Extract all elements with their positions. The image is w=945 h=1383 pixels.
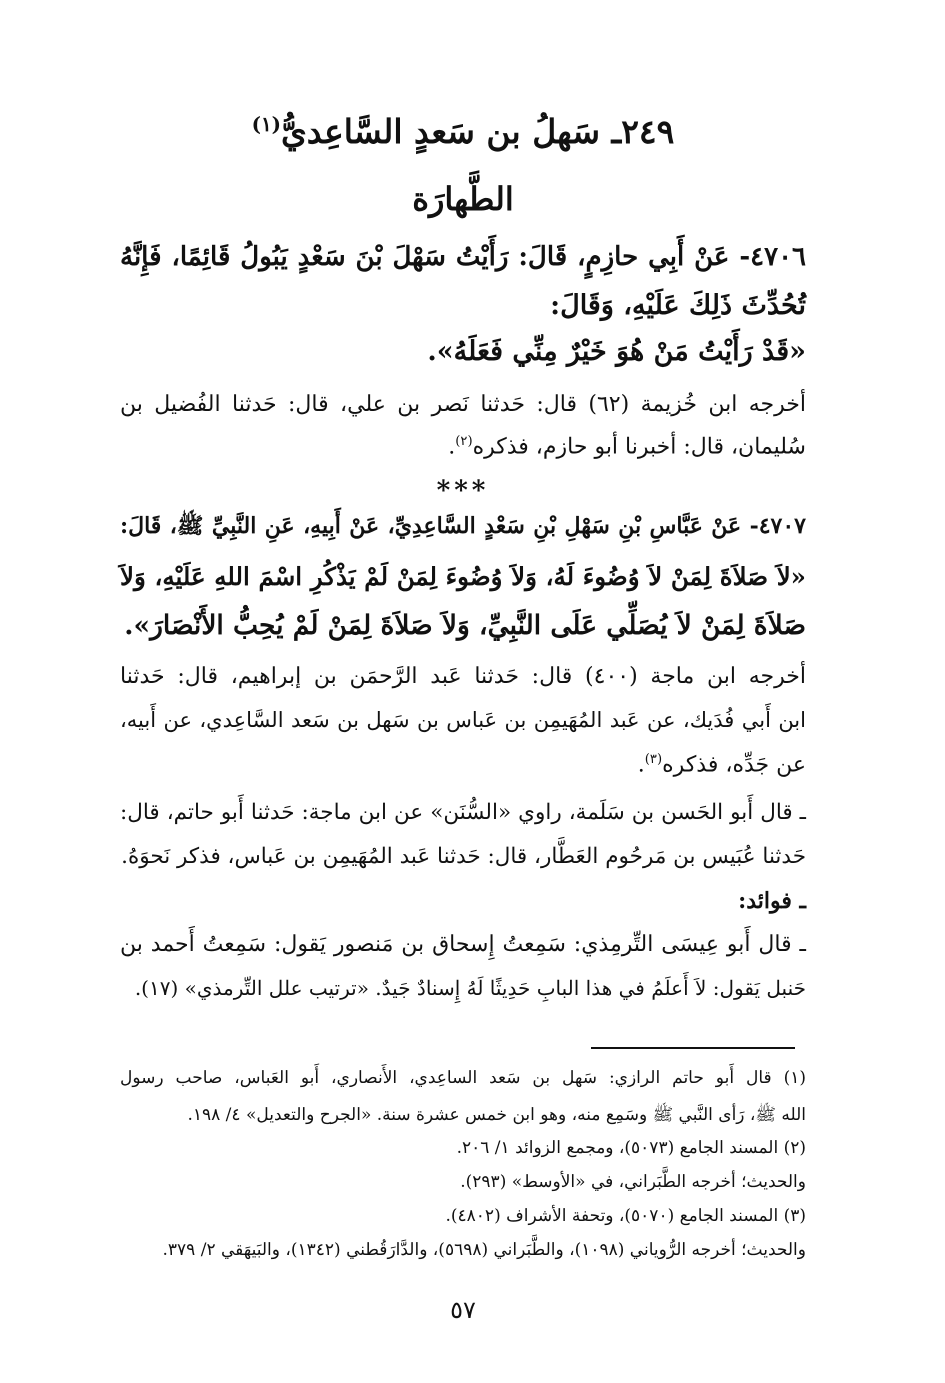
section-title: الطَّهارَة [412, 180, 514, 218]
section-separator: *** [436, 476, 490, 506]
fawaid-line-1: ـ قال أَبو عِيسَى التِّرمِذي: سَمِعتُ إِسحاق بن مَنصور يَقول: سَمِعتُ أَحمد بن [120, 932, 806, 957]
page-number: ٥٧ [450, 1296, 476, 1324]
takhrij-4707-line-1: أخرجه ابن ماجة (٤٠٠) قال: حَدثنا عَبد الرَّحمَن بن إبراهيم، قال: حَدثنا [120, 664, 806, 689]
note-line-1: ـ قال أَبو الحَسن بن سَلَمة، راوي «السُّنَن» عن ابن ماجة: حَدثنا أَبو حاتم، قال: [120, 800, 806, 825]
hadith-4706-line-1: ٤٧٠٦- عَنْ أَبِي حازِمٍ، قَالَ: رَأَيْتُ سَهْلَ بْنَ سَعْدٍ يَبُولُ قَائِمًا، فَإِنَّهُ [120, 242, 806, 272]
hadith-4707-line-1: ٤٧٠٧- عَنْ عَبَّاسِ بْنِ سَهْلِ بْنِ سَعْدٍ السَّاعِدِيِّ، عَنْ أَبِيهِ، عَنِ النَّبِيِّ ﷺ، قَالَ: [120, 513, 806, 539]
hadith-4706-line-2: تُحُدِّثَ ذَلِكَ عَلَيْهِ، وَقَالَ: [550, 290, 806, 321]
takhrij-4707-footnote-ref: (٣) [644, 752, 663, 767]
takhrij-4707-line-3: عن جَدِّه، فذكره$^{(٣)}$. [637, 752, 806, 778]
footnote-1-line-1: (١) قال أَبو حاتم الرازي: سَهل بن سَعد الساعِدي، الأَنصاري، أَبو العَباس، صاحب رسول [120, 1068, 806, 1088]
footnote-2-line-2: والحديث؛ أخرجه الطَّبَراني، في «الأوسط» (٢٩٣). [460, 1172, 806, 1192]
takhrij-4706-footnote-ref: (٢) [455, 434, 473, 449]
hadith-4707-line-2: «لاَ صَلاَةَ لِمَنْ لاَ وُضُوءَ لَهُ، وَلاَ وُضُوءَ لِمَنْ لَمْ يَذْكُرِ اسْمَ اللهِ عَلَيْهِ، وَلاَ [120, 562, 806, 591]
entry-heading [120, 112, 806, 151]
takhrij-4706-text: سُليمان، قال: أخبرنا أبو حازم، فذكره [472, 434, 806, 460]
hadith-4706-line-3: «قَدْ رَأَيْتُ مَنْ هُوَ خَيْرٌ مِنِّي فَعَلَهُ». [427, 336, 806, 367]
footnote-1-line-2: الله ﷺ، رَأى النَّبي ﷺ وسَمِع منه، وهو ابن خمس عشرة سنة. «الجرح والتعديل» ٤/ ١٩٨. [187, 1105, 806, 1125]
fawaid-label: ـ فوائد: [738, 888, 806, 914]
footnote-3-line-1: (٣) المسند الجامع (٥٠٧٠)، وتحفة الأشراف (٤٨٠٢). [445, 1206, 806, 1226]
entry-heading-text: ٢٤٩ـ سَهلُ بن سَعدٍ السَّاعِديُّ [280, 112, 675, 151]
takhrij-4707-text: عن جَدِّه، فذكره [662, 752, 806, 778]
footnote-2-line-1: (٢) المسند الجامع (٥٠٧٣)، ومجمع الزوائد ١/ ٢٠٦. [456, 1138, 806, 1158]
fawaid-line-2: حَنبل يَقول: لاَ أَعلَمُ في هذا البابِ حَدِيثًا لَهُ إِسنادٌ جَيدٌ. «ترتيب علل التِّرمذي» (١٧). [134, 976, 806, 1000]
takhrij-4706-line-1: أخرجه ابن خُزيمة (٦٢) قال: حَدثنا نَصر بن علي، قال: حَدثنا الفُضيل بن [120, 392, 806, 417]
footnote-3-line-2: والحديث؛ أخرجه الرُّوياني (١٠٩٨)، والطَّبَراني (٥٦٩٨)، والدَّارَقُطني (١٣٤٢)، والبَيهَقي ٢/ ٣٧٩. [162, 1240, 806, 1260]
heading-footnote-ref: (١) [251, 112, 281, 136]
footnote-separator [591, 1047, 795, 1049]
note-line-2: حَدثنا عُبَيس بن مَرحُوم العَطَّار، قال: حَدثنا عَبد المُهَيمِن بن عَباس، فذكر نَحوَهُ. [121, 844, 806, 869]
takhrij-4707-line-2: ابن أَبي فُدَيك، عن عَبد المُهَيمِن بن عَباس بن سَهل بن سَعد السَّاعِدي، عن أَبيه، [120, 708, 806, 732]
hadith-4707-line-3: صَلاَةَ لِمَنْ لاَ يُصَلِّي عَلَى النَّبِيِّ، وَلاَ صَلاَةَ لِمَنْ لَمْ يُحِبُّ الأَنْصَارَ». [124, 610, 806, 641]
takhrij-4706-line-2: سُليمان، قال: أخبرنا أبو حازم، فذكره$^{(٢)}$. [448, 434, 806, 460]
